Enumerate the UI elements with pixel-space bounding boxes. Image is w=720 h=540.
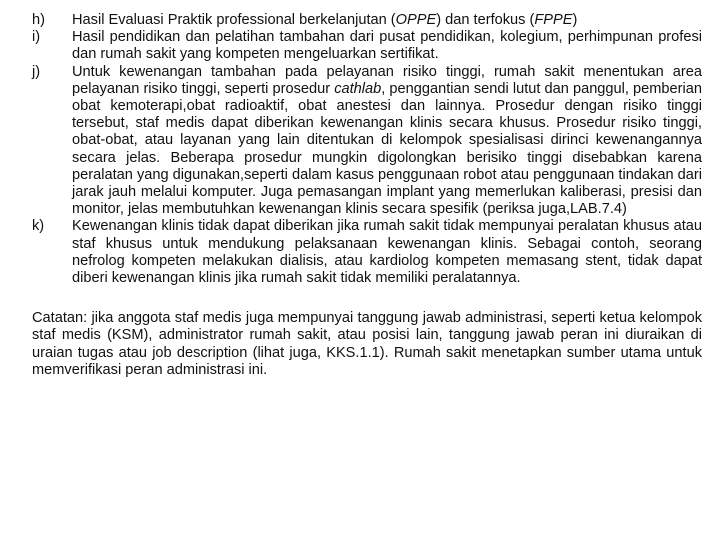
list-marker: h) xyxy=(32,12,45,28)
note-paragraph: Catatan: jika anggota staf medis juga mempunyai tanggung jawab administrasi, seperti ketua kelompok staf medis (KSM), administrator rumah sakit, atau posisi lain, tanggung jawab peran ini diuraikan di uraian tugas atau job description (lihat juga, KKS.1.1). Rumah sakit menetapkan sumber utama untuk memverifikasi peran administrasi ini. xyxy=(32,310,702,378)
list-item-text: Kewenangan klinis tidak dapat diberikan jika rumah sakit tidak mempunyai peralatan khusus atau staf khusus untuk mendukung pelaksanaan kewenangan klinis. Sebagai contoh, seorang nefrolog kompeten melakukan dialisis, atau kardiolog kompeten memasang stent, tidak dapat diberi kewenangan klinis jika rumah sakit tidak memiliki peralatannya. xyxy=(72,218,702,287)
list-item-h xyxy=(32,12,702,29)
list-item-text: Hasil pendidikan dan pelatihan tambahan dari pusat pendidikan, kolegium, perhimpunan profesi dan rumah sakit yang kompeten mengeluarkan sertifikat. xyxy=(72,29,702,63)
list-item-text xyxy=(72,64,702,219)
list-item-i xyxy=(32,29,702,63)
list-marker: j) xyxy=(32,63,41,80)
italic-term-cathlab: cathlab xyxy=(334,80,382,97)
italic-term-fppe: FPPE xyxy=(534,12,573,28)
criteria-list xyxy=(32,12,702,287)
list-item-j xyxy=(32,64,702,219)
list-item-k xyxy=(32,218,702,287)
text-segment: Hasil Evaluasi Praktik professional berkelanjutan ( xyxy=(72,12,396,28)
text-segment: , penggantian sendi lutut dan panggul, pemberian obat kemoterapi,obat radioaktif, obat anestesi dan lainnya. Prosedur dengan risiko tinggi tersebut, staf medis dapat diberikan kewenangan klinis secara khusus. Prosedur risiko tinggi, obat-obat, atau layanan yang lain ditentukan di kelompok spesialisasi dirinci kewenangannya secara jelas. Beberapa prosedur mungkin digolongkan berisiko tinggi disebabkan karena peralatan yang digunakan,seperti dalam kasus penggunaan robot atau penggunaan tindakan dari jarak jauh melalui komputer. Juga pemasangan implant yang memerlukan kaliberasi, presisi dan monitor, jelas membutuhkan kewenangan klinis secara spesifik (periksa juga,LAB.7.4) xyxy=(72,80,703,218)
list-marker: i) xyxy=(32,29,41,46)
list-marker: k) xyxy=(32,218,45,235)
italic-term-oppe: OPPE xyxy=(395,12,437,28)
text-segment: Untuk kewenangan tambahan pada pelayanan risiko tinggi, rumah sakit menentukan area pelayanan risiko tinggi, seperti prosedur xyxy=(72,63,702,97)
text-segment: ) dan terfokus ( xyxy=(436,12,535,28)
list-item-text xyxy=(72,12,702,29)
text-segment: ) xyxy=(572,12,578,28)
